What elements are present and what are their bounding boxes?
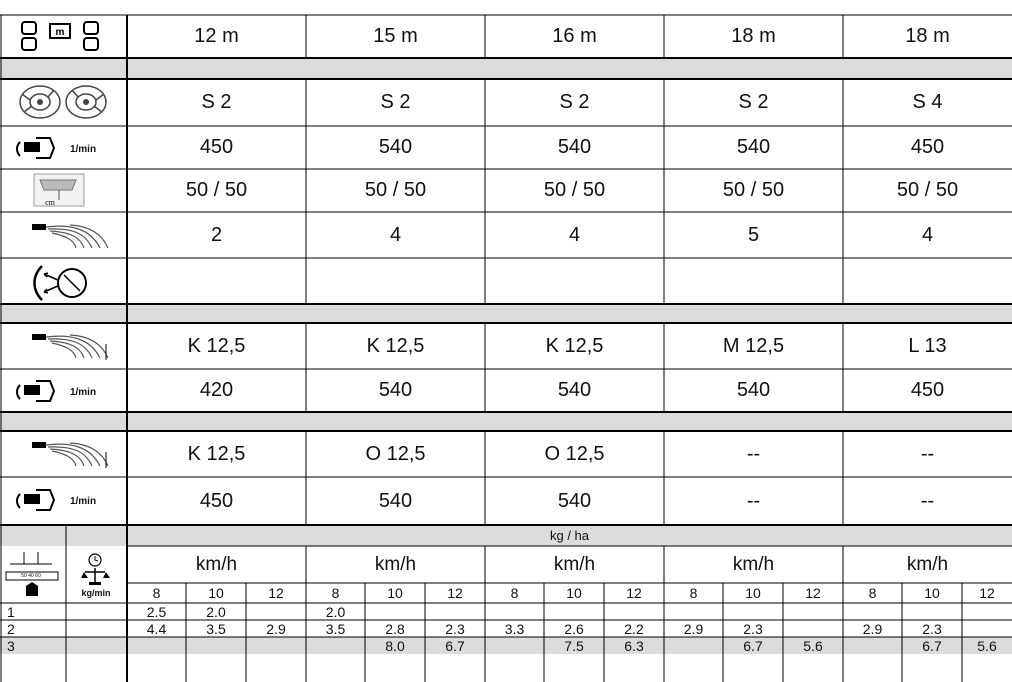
spreading-discs-icon — [14, 82, 114, 122]
rate-row-setting: 3 — [7, 637, 15, 654]
rate-cell — [127, 637, 186, 654]
rate-cell: 6.3 — [624, 637, 644, 654]
rate-cell: 2.3 — [743, 620, 763, 637]
height-col-3: 50 / 50 — [543, 179, 606, 201]
border-vane-col-1: K 12,5 — [187, 334, 246, 357]
edge-pto-speed-icon — [14, 486, 58, 514]
rate-cell: 4.4 — [146, 620, 167, 637]
border-pto-col-3: 540 — [557, 379, 592, 401]
border-vane-col-5: L 13 — [908, 334, 947, 357]
speed-subheader: 12 — [268, 585, 284, 601]
rate-cell — [604, 603, 664, 620]
kmh-col-5: km/h — [906, 553, 949, 575]
rate-cell — [664, 603, 723, 620]
rate-cell: 2.6 — [564, 620, 584, 637]
rate-cell: 2.3 — [922, 620, 942, 637]
vane-position-icon — [30, 220, 114, 252]
rate-row-setting: 2 — [7, 620, 15, 637]
kmh-col-3: km/h — [553, 553, 596, 575]
border-vane-col-2: K 12,5 — [366, 334, 425, 357]
kmh-col-2: km/h — [374, 553, 417, 575]
border-pto-col-5: 450 — [910, 379, 945, 401]
rate-cell — [365, 603, 425, 620]
edge-vane-col-4: -- — [746, 442, 761, 465]
scale-ticks-label: 50 40 60 — [21, 573, 41, 579]
vane-col-3: 4 — [568, 223, 581, 246]
speed-subheader: 8 — [689, 585, 698, 601]
rate-cell: 3.5 — [206, 620, 226, 637]
rate-cell: 5.6 — [803, 637, 823, 654]
speed-subheader: 10 — [745, 585, 761, 601]
speed-subheader: 12 — [979, 585, 995, 601]
rate-cell: 2.9 — [266, 620, 286, 637]
rate-cell: 3.3 — [504, 620, 525, 637]
edge-pto-col-1: 450 — [199, 489, 234, 512]
height-col-5: 50 / 50 — [896, 179, 959, 201]
rate-cell: 7.5 — [564, 637, 584, 654]
speed-subheader: 10 — [387, 585, 403, 601]
rate-cell — [843, 603, 902, 620]
pto-speed-icon — [14, 134, 58, 162]
vane-col-4: 5 — [747, 223, 760, 246]
border-rpm-unit-label: 1/min — [69, 386, 97, 398]
rate-cell — [783, 603, 843, 620]
rate-cell — [723, 603, 783, 620]
rate-cell: 2.9 — [862, 620, 883, 637]
rate-cell: 5.6 — [977, 637, 997, 654]
edge-vane-col-5: -- — [920, 442, 935, 465]
rate-cell: 3.5 — [325, 620, 346, 637]
rate-cell: 2.9 — [683, 620, 704, 637]
rate-cell: 2.0 — [325, 603, 346, 620]
rate-cell: 8.0 — [385, 637, 405, 654]
rate-cell: 2.2 — [624, 620, 644, 637]
rate-cell: 6.7 — [922, 637, 942, 654]
rate-cell — [962, 603, 1012, 620]
speed-subheader: 10 — [566, 585, 582, 601]
speed-subheader: 8 — [510, 585, 519, 601]
vane-col-1: 2 — [210, 223, 223, 246]
edge-pto-col-3: 540 — [557, 489, 592, 512]
pto-col-1: 450 — [199, 136, 234, 158]
rate-row-setting: 1 — [7, 603, 15, 620]
edge-rpm-unit-label: 1/min — [69, 495, 97, 507]
edge-vane-col-1: K 12,5 — [187, 442, 246, 465]
rate-cell — [485, 603, 544, 620]
pto-col-2: 540 — [378, 136, 413, 158]
border-spreading-icon — [28, 262, 92, 302]
edge-vane-col-3: O 12,5 — [544, 442, 605, 465]
speed-subheader: 12 — [626, 585, 642, 601]
rate-cell — [843, 637, 902, 654]
edge-vane-icon — [30, 438, 114, 470]
border-vane-icon — [30, 330, 114, 362]
edge-pto-col-4: -- — [746, 489, 761, 512]
rate-cell: 2.5 — [146, 603, 167, 620]
edge-pto-col-2: 540 — [378, 489, 413, 512]
width-col-1: 12 m — [194, 25, 239, 47]
speed-subheader: 8 — [868, 585, 877, 601]
width-col-5: 18 m — [905, 25, 950, 47]
rate-cell: 6.7 — [445, 637, 465, 654]
speed-subheader: 12 — [447, 585, 463, 601]
rate-cell — [186, 637, 246, 654]
edge-vane-col-2: O 12,5 — [365, 442, 426, 465]
rate-cell — [246, 637, 306, 654]
speed-subheader: 10 — [208, 585, 224, 601]
rate-cell — [664, 637, 723, 654]
rate-cell — [783, 620, 843, 637]
rate-cell: 2.3 — [445, 620, 465, 637]
rate-cell — [246, 603, 306, 620]
height-col-2: 50 / 50 — [364, 179, 427, 201]
working-width-icon — [20, 18, 110, 56]
rate-cell: 2.0 — [206, 603, 226, 620]
border-pto-col-4: 540 — [736, 379, 771, 401]
rate-cell — [485, 637, 544, 654]
clock-balance-icon — [80, 552, 110, 588]
width-col-2: 15 m — [373, 25, 418, 47]
width-col-3: 16 m — [552, 25, 597, 47]
pto-col-4: 540 — [736, 136, 771, 158]
disc-col-5: S 4 — [912, 91, 943, 113]
vane-col-2: 4 — [389, 223, 402, 246]
disc-col-1: S 2 — [201, 91, 232, 113]
height-col-1: 50 / 50 — [185, 179, 248, 201]
rate-cell — [306, 637, 365, 654]
rate-cell — [544, 603, 604, 620]
kgmin-unit-label: kg/min — [81, 588, 111, 598]
vane-col-5: 4 — [921, 223, 934, 246]
speed-subheader: 8 — [331, 585, 340, 601]
kg-ha-header: kg / ha — [549, 528, 590, 543]
speed-subheader: 12 — [805, 585, 821, 601]
width-col-4: 18 m — [731, 25, 776, 47]
border-pto-speed-icon — [14, 377, 58, 405]
rate-cell — [962, 620, 1012, 637]
border-vane-col-3: K 12,5 — [545, 334, 604, 357]
rpm-unit-label: 1/min — [69, 143, 97, 155]
kmh-col-1: km/h — [195, 553, 238, 575]
border-pto-col-2: 540 — [378, 379, 413, 401]
rate-cell: 2.8 — [385, 620, 405, 637]
speed-subheader: 8 — [152, 585, 161, 601]
rate-cell — [425, 603, 485, 620]
speed-subheader: 10 — [924, 585, 940, 601]
cm-unit-label: cm — [45, 197, 55, 207]
kmh-col-4: km/h — [732, 553, 775, 575]
disc-col-2: S 2 — [380, 91, 411, 113]
rate-cell — [902, 603, 962, 620]
height-col-4: 50 / 50 — [722, 179, 785, 201]
border-vane-col-4: M 12,5 — [722, 334, 785, 357]
pto-col-3: 540 — [557, 136, 592, 158]
disc-col-3: S 2 — [559, 91, 590, 113]
pto-col-5: 450 — [910, 136, 945, 158]
edge-pto-col-5: -- — [920, 489, 935, 512]
rate-cell: 6.7 — [743, 637, 763, 654]
border-pto-col-1: 420 — [199, 379, 234, 401]
disc-col-4: S 2 — [738, 91, 769, 113]
svg-text:m: m — [55, 27, 65, 38]
